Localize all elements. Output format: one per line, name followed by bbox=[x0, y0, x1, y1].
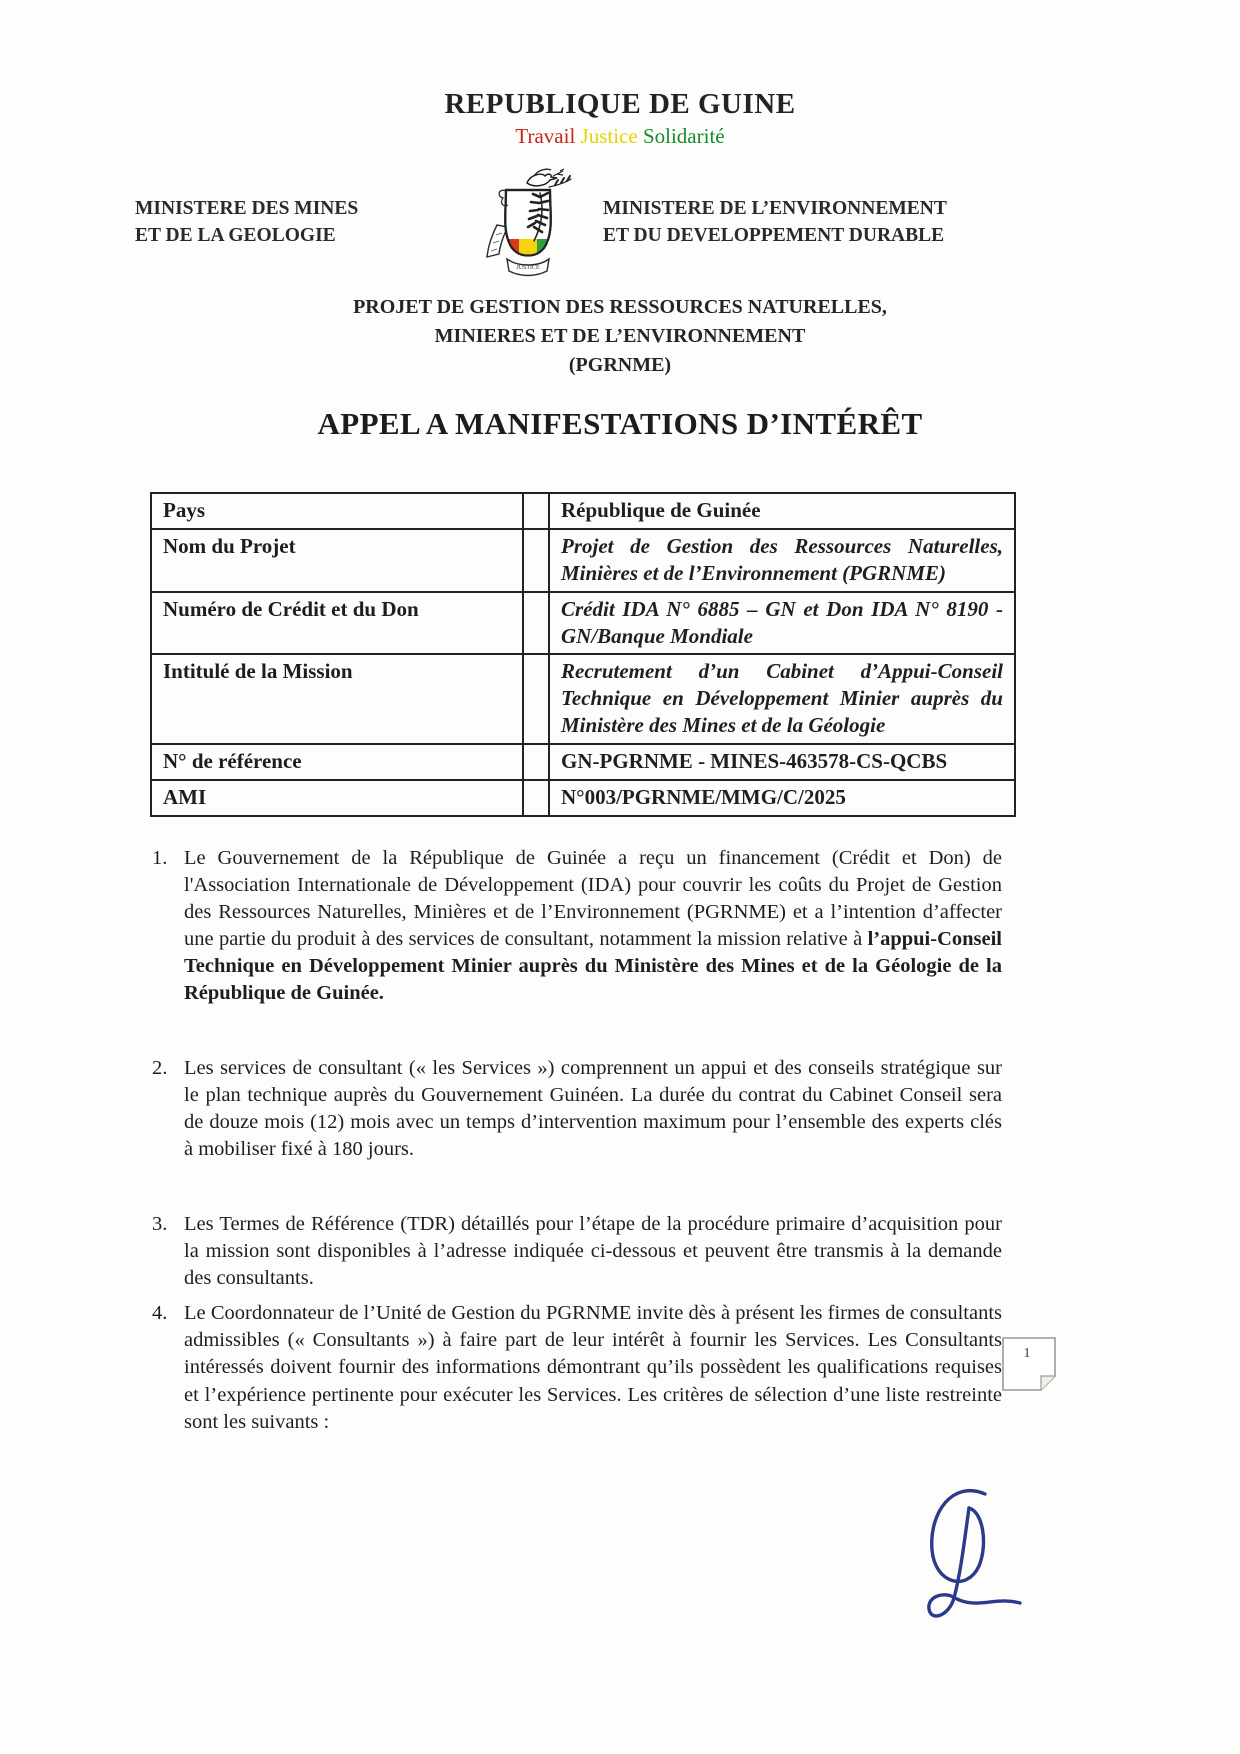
paragraph-4-text: Le Coordonnateur de l’Unité de Gestion du PGRNME invite dès à présent les firmes de consultants admissibles (« Consultants ») à faire part de leur intérêt à fournir les Services. Les Consultants intéressés doivent fournir des informations démontrant qu’ils possèdent les qualifications requises et l’expérience pertinente pour exécuter les Services. Les critères de sélection d’une liste restreinte sont les suivants : bbox=[184, 1302, 1002, 1433]
paragraph-2 bbox=[150, 1055, 1002, 1163]
paragraph-3-number: 3. bbox=[152, 1213, 168, 1236]
table-row bbox=[151, 780, 1015, 816]
paragraph-2-text: Les services de consultant (« les Services ») comprennent un appui et des conseils stratégique sur le plan technique auprès du Gouvernement Guinéen. La durée du contrat du Cabinet Conseil sera de douze mois (12) mois avec un temps d’intervention maximum pour l’ensemble des experts clés à mobiliser fixé à 180 jours. bbox=[184, 1057, 1002, 1161]
table-gap-cell bbox=[523, 744, 549, 780]
table-row bbox=[151, 529, 1015, 592]
ministry-environment-line2: ET DU DEVELOPPEMENT DURABLE bbox=[603, 225, 945, 247]
page-number-note bbox=[1000, 1335, 1058, 1393]
table-label-cell: Numéro de Crédit et du Don bbox=[151, 592, 523, 655]
paragraph-1 bbox=[150, 845, 1002, 1007]
table-value-cell: N°003/PGRNME/MMG/C/2025 bbox=[549, 780, 1015, 816]
paragraph-1-text: Le Gouvernement de la République de Guinée a reçu un financement (Crédit et Don) de l'Association Internationale de Développement (IDA) pour couvrir les coûts du Projet de Gestion des Ressources Naturelles, Minières et de l’Environnement (PGRNME) et a l’intention d’affecter une partie du produit à des services de consultant, notamment la mission relative à bbox=[184, 846, 1002, 950]
page-title: APPEL A MANIFESTATIONS D’INTÉRÊT bbox=[317, 406, 923, 441]
table-value-cell: Crédit IDA N° 6885 – GN et Don IDA N° 8190 - GN/Banque Mondiale bbox=[549, 592, 1015, 655]
national-motto bbox=[0, 124, 1240, 149]
paragraph-4-number: 4. bbox=[152, 1302, 168, 1325]
motto-justice: Justice bbox=[580, 124, 638, 148]
ministries-row bbox=[0, 173, 1240, 281]
table-value-cell: GN-PGRNME - MINES-463578-CS-QCBS bbox=[549, 744, 1015, 780]
paragraph-3-text: Les Termes de Référence (TDR) détaillés pour l’étape de la procédure primaire d’acquisition pour la mission sont disponibles à l’adresse indiquée ci-dessous et peuvent être transmis à la demande des consultants. bbox=[184, 1213, 1002, 1290]
motto-solidarite: Solidarité bbox=[642, 124, 725, 148]
ministry-mines bbox=[135, 195, 435, 250]
ministry-environment bbox=[603, 195, 993, 250]
table-value-cell: Projet de Gestion des Ressources Naturelles, Minières et de l’Environnement (PGRNME) bbox=[549, 529, 1015, 592]
table-label-cell: N° de référence bbox=[151, 744, 523, 780]
table-gap-cell bbox=[523, 780, 549, 816]
project-title-line2: MINIERES ET DE L’ENVIRONNEMENT bbox=[434, 325, 806, 347]
paragraph-1-bold-text: l’appui-Conseil Technique en Développement Minier auprès du Ministère des Mines et de la Géologie de la République de Guinée. bbox=[184, 927, 1002, 1004]
project-title-line3: (PGRNME) bbox=[568, 354, 672, 376]
table-value-cell: République de Guinée bbox=[549, 493, 1015, 529]
dove-icon bbox=[527, 169, 564, 186]
table-gap-cell bbox=[523, 493, 549, 529]
ministry-environment-line1: MINISTERE DE L’ENVIRONNEMENT bbox=[603, 198, 947, 219]
table-label-cell: Nom du Projet bbox=[151, 529, 523, 592]
summary-table bbox=[150, 492, 1016, 817]
table-row bbox=[151, 592, 1015, 655]
page-number: 1 bbox=[1023, 1346, 1031, 1361]
table-label-cell: AMI bbox=[151, 780, 523, 816]
paragraph-4 bbox=[150, 1300, 1002, 1435]
table-row bbox=[151, 654, 1015, 744]
flag-band bbox=[497, 239, 561, 265]
project-title bbox=[0, 293, 1240, 380]
table-value-cell: Recrutement d’un Cabinet d’Appui-Conseil Technique en Développement Minier auprès du Ministère des Mines et de la Géologie bbox=[549, 654, 1015, 744]
paragraph-1-number: 1. bbox=[152, 846, 168, 869]
body-paragraphs bbox=[150, 845, 1002, 1436]
ministry-mines-line1: MINISTERE DES MINES bbox=[135, 198, 359, 219]
table-row bbox=[151, 744, 1015, 780]
table-gap-cell bbox=[523, 529, 549, 592]
motto-travail: Travail bbox=[515, 124, 576, 148]
table-gap-cell bbox=[523, 654, 549, 744]
guinea-coat-of-arms-icon bbox=[483, 163, 573, 281]
ministry-mines-line2: ET DE LA GEOLOGIE bbox=[135, 225, 336, 247]
handwritten-signature-icon bbox=[893, 1478, 1023, 1643]
paragraph-2-number: 2. bbox=[152, 1057, 168, 1080]
table-label-cell: Intitulé de la Mission bbox=[151, 654, 523, 744]
table-label-cell: Pays bbox=[151, 493, 523, 529]
project-title-line1: PROJET DE GESTION DES RESSOURCES NATURELLES, bbox=[353, 296, 887, 318]
paragraph-3 bbox=[150, 1211, 1002, 1292]
ribbon-justice-label: JUSTICE bbox=[516, 265, 540, 271]
republic-title: REPUBLIQUE DE GUINE bbox=[444, 88, 796, 120]
table-row bbox=[151, 493, 1015, 529]
table-gap-cell bbox=[523, 592, 549, 655]
